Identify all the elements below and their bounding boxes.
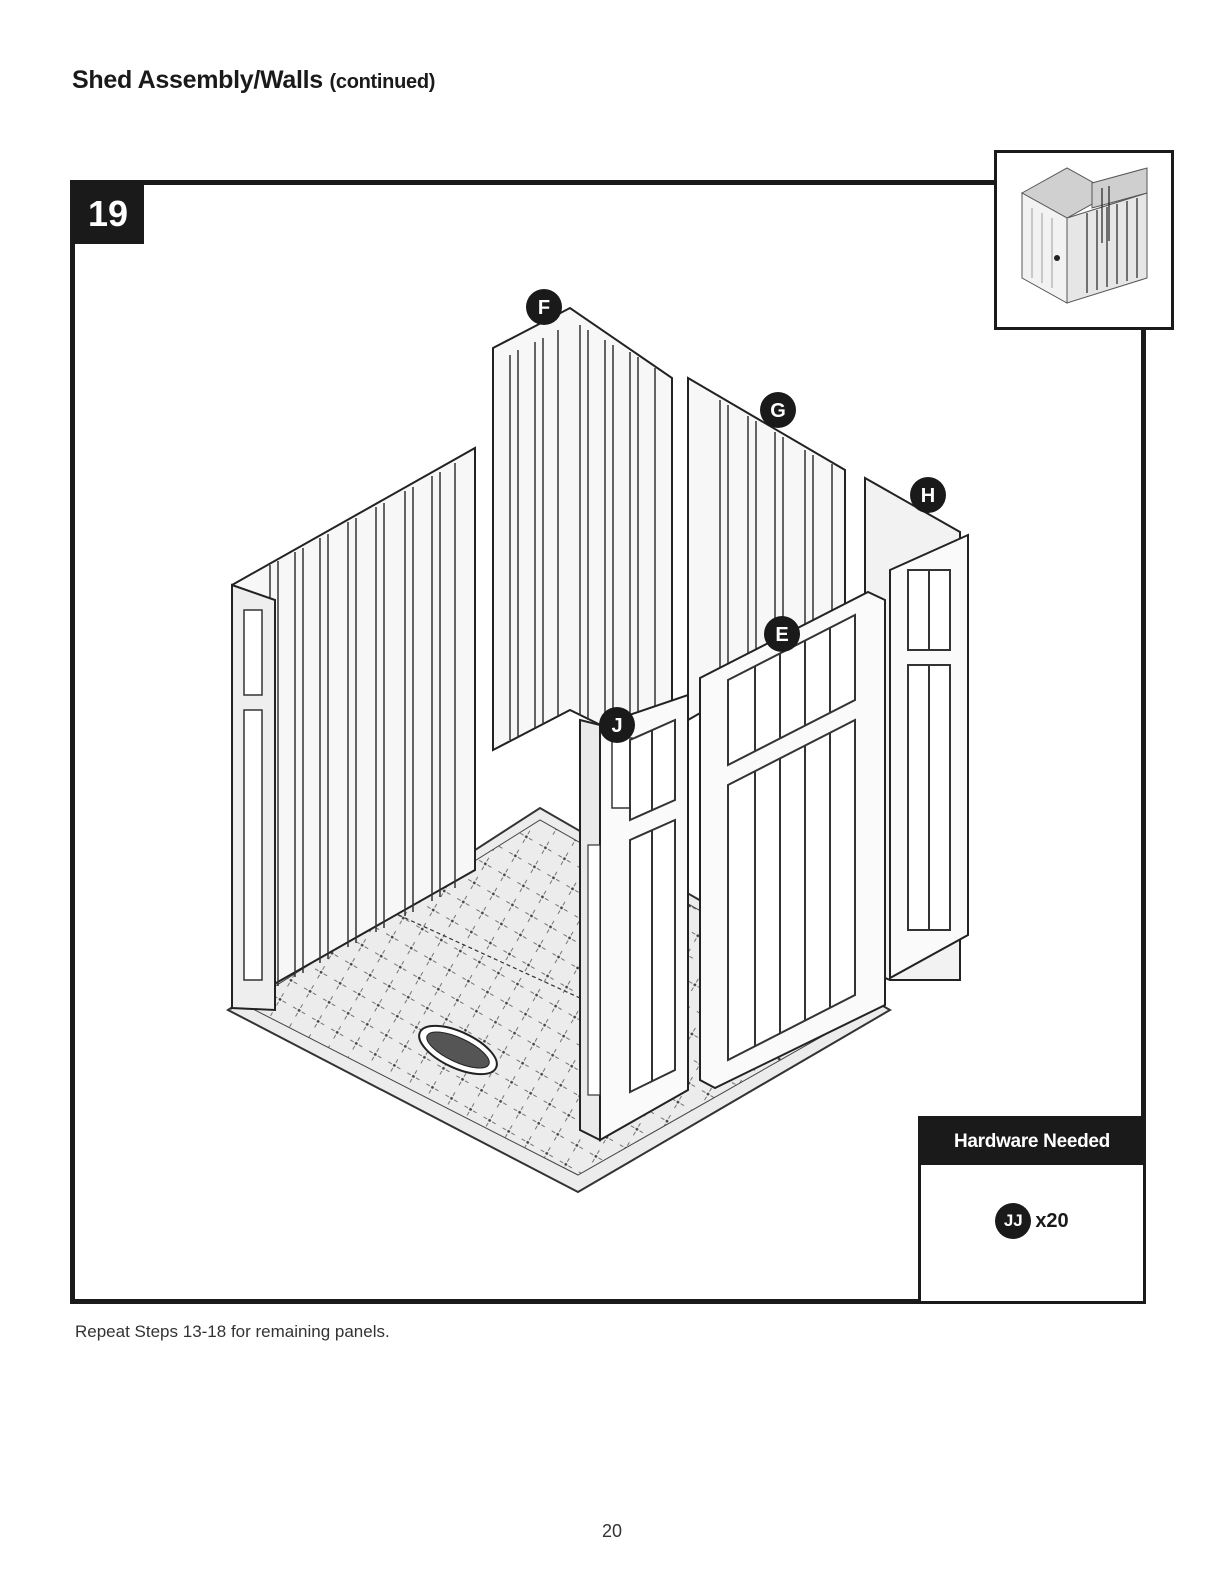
- panel-e: [700, 592, 885, 1088]
- callout-h: [910, 477, 946, 513]
- title-subtitle: (continued): [329, 71, 436, 93]
- step-number-badge: 19: [72, 184, 144, 244]
- callout-g: [760, 392, 796, 428]
- page-title: [72, 66, 435, 95]
- callout-f: [526, 289, 562, 325]
- svg-text:J: J: [611, 715, 623, 737]
- svg-text:E: E: [775, 624, 789, 646]
- svg-text:F: F: [537, 297, 551, 319]
- overview-thumbnail: [994, 150, 1174, 330]
- panel-j: [580, 695, 688, 1140]
- shed-thumbnail-illustration: [997, 153, 1171, 327]
- hardware-item-row: [921, 1203, 1143, 1239]
- title-main: Shed Assembly/Walls: [72, 66, 323, 94]
- shed-wall-assembly-illustration: [200, 280, 1000, 1200]
- hardware-heading: Hardware Needed: [921, 1119, 1143, 1165]
- panel-f: [493, 308, 672, 760]
- page-number: 20: [601, 1521, 623, 1541]
- hardware-needed-box: [918, 1116, 1143, 1301]
- hardware-item-badge: JJ: [995, 1203, 1031, 1239]
- svg-text:H: H: [920, 485, 936, 507]
- callout-j: [599, 707, 635, 743]
- step-caption: Repeat Steps 13-18 for remaining panels.: [75, 1322, 390, 1341]
- callout-e: [764, 616, 800, 652]
- hardware-quantity: x20: [1035, 1209, 1069, 1232]
- svg-text:G: G: [770, 400, 786, 422]
